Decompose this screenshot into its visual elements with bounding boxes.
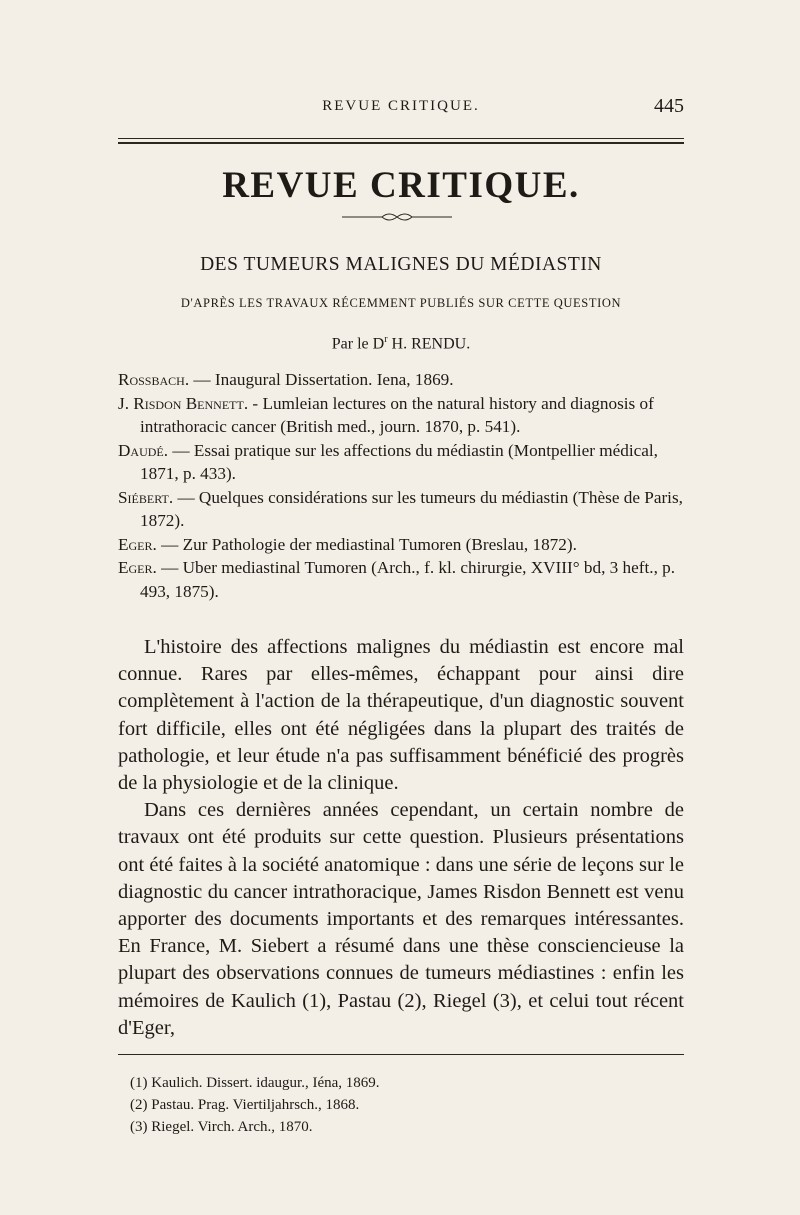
article-subtitle-secondary: D'APRÈS LES TRAVAUX RÉCEMMENT PUBLIÉS SUR CETTE QUESTION: [180, 296, 622, 310]
bibliography-entry: Siébert. — Quelques considérations sur les tumeurs du médiastin (Thèse de Paris, 1872).: [118, 487, 683, 530]
footnote: (3) Riegel. Virch. Arch., 1870.: [130, 1119, 313, 1135]
running-head-title: REVUE CRITIQUE.: [322, 98, 480, 114]
header-double-rule: [118, 138, 684, 144]
footnote-rule: [118, 1054, 684, 1055]
page-number: 445: [654, 95, 684, 117]
bibliography: [118, 368, 684, 603]
bibliography-entry: Rossbach. — Inaugural Dissertation. Iena, 1869.: [118, 370, 454, 389]
footnote: (1) Kaulich. Dissert. idaugur., Iéna, 1869.: [130, 1075, 380, 1091]
author-prefix: Par le D: [331, 335, 385, 353]
article-body: [118, 634, 684, 1042]
body-paragraph: L'histoire des affections malignes du médiastin est encore mal connue. Rares par elles-mêmes, échappant pour ainsi dire complètement à l'action de la thérapeutique, d'un diagnostic souvent fort difficile, elles ont été négligées dans la plupart des traités de pathologie, et leur étude n'a pas suffisamment bénéficié des progrès de la physiologie et de la clinique.: [118, 636, 684, 795]
author-name: H. RENDU.: [391, 335, 471, 353]
article-subtitle: DES TUMEURS MALIGNES DU MÉDIASTIN: [200, 254, 602, 275]
bibliography-entry: Daudé. — Essai pratique sur les affections du médiastin (Montpellier médical, 1871, p. 433).: [118, 440, 658, 483]
author-line: [118, 334, 684, 353]
ornament-divider-icon: [342, 210, 452, 224]
running-head: [118, 95, 684, 124]
footnote: (2) Pastau. Prag. Viertiljahrsch., 1868.: [130, 1097, 360, 1113]
bibliography-entry: Eger. — Zur Pathologie der mediastinal Tumoren (Breslau, 1872).: [118, 534, 577, 554]
bibliography-entry: Eger. — Uber mediastinal Tumoren (Arch., f. kl. chirurgie, XVIII° bd, 3 heft., p. 493, 1875).: [118, 558, 676, 601]
body-paragraph: Dans ces dernières années cependant, un certain nombre de travaux ont été produits sur cette question. Plusieurs présentations ont été faites à la société anatomique : dans une série de leçons sur le diagnostic du cancer intrathoracique, James Risdon Bennett est venu apporter des documents importants et des remarques intéressantes. En France, M. Siebert a résumé dans une thèse consciencieuse la plupart des observations connues de tumeurs médiastines : enfin les mémoires de Kaulich (1), Pastau (2), Riegel (3), et celui tout récent d'Eger,: [118, 799, 684, 1039]
footnotes: [130, 1072, 670, 1138]
author-prefix-sup: r: [384, 334, 388, 345]
main-title: REVUE CRITIQUE.: [222, 165, 580, 206]
bibliography-entry: J. Risdon Bennett. - Lumleian lectures on the natural history and diagnosis of intrathoracic cancer (British med., journ. 1870, p. 541).: [118, 393, 654, 436]
